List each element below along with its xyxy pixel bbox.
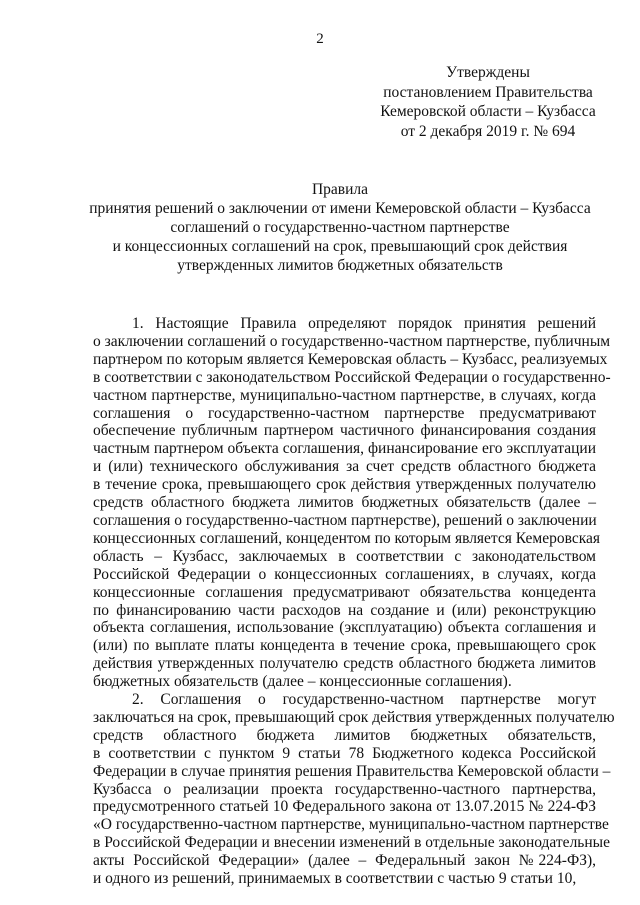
body-line: по финансированию части расходов на создание и (или) реконструкцию bbox=[93, 601, 596, 619]
title-line: утвержденных лимитов бюджетных обязательств bbox=[177, 257, 503, 274]
approval-stamp bbox=[370, 63, 606, 141]
body-line: партнером по которым является Кемеровская область – Кузбасс, реализуемых bbox=[93, 350, 608, 368]
body-line: средств областного бюджета лимитов бюджетных обязательств (далее – bbox=[93, 494, 596, 512]
body-line: бюджетных обязательств (далее – концессионные соглашения). bbox=[93, 673, 512, 691]
body-line: и (или) технического обслуживания за счет средств областного бюджета bbox=[93, 458, 596, 476]
body-line: (или) по выплате платы концедента в течение срока, превышающего срок bbox=[93, 637, 596, 655]
body-line: «О государственно-частном партнерстве, муниципально-частном партнерстве bbox=[93, 816, 609, 834]
body-line: Кузбасса о реализации проекта государственно-частного партнерства, bbox=[93, 780, 596, 798]
body-line: область – Кузбасс, заключаемых в соответствии с законодательством bbox=[93, 547, 596, 565]
document-title bbox=[70, 180, 610, 275]
title-line: Правила bbox=[311, 181, 369, 198]
body-line: заключаться на срок, превышающий срок действия утвержденных получателю bbox=[93, 708, 615, 726]
body-line: предусмотренного статьей 10 Федерального закона от 13.07.2015 № 224-ФЗ bbox=[93, 798, 596, 816]
body-text bbox=[93, 315, 615, 888]
body-line: о заключении соглашений о государственно-частном партнерстве, публичным bbox=[93, 332, 611, 350]
title-line: соглашений о государственно-частном партнерстве bbox=[170, 219, 510, 236]
approval-line: постановлением Правительства bbox=[383, 83, 593, 101]
body-line: Федерации в случае принятия решения Правительства Кемеровской области – bbox=[93, 762, 611, 780]
body-line: соглашения о государственно-частном партнерстве), решений о заключении bbox=[93, 511, 597, 529]
body-line: в течение срока, превышающего срок действия утвержденных получателю bbox=[93, 476, 596, 494]
body-line: частным партнером объекта соглашения, финансирование его эксплуатации bbox=[93, 440, 596, 458]
body-line: частном партнерстве, муниципально-частном партнерстве, в случаях, когда bbox=[93, 386, 596, 404]
body-line: в соответствии с законодательством Российской Федерации о государственно- bbox=[93, 368, 611, 386]
body-line: Российской Федерации о концессионных соглашениях, в случаях, когда bbox=[93, 565, 596, 583]
body-line: объекта соглашения, использование (эксплуатацию) объекта соглашения и bbox=[93, 619, 596, 637]
body-line: концессионные соглашения предусматривают обязательства концедента bbox=[93, 583, 596, 601]
body-line: соглашения о государственно-частном партнерстве предусматривают bbox=[93, 404, 596, 422]
body-line: в Российской Федерации и внесении изменений в отдельные законодательные bbox=[93, 834, 610, 852]
body-line: средств областного бюджета лимитов бюджетных обязательств, bbox=[93, 726, 596, 744]
approval-line: Утверждены bbox=[446, 64, 530, 81]
body-line: акты Российской Федерации» (далее – Федеральный закон №224-ФЗ), bbox=[93, 852, 596, 870]
body-line: 2. Соглашения о государственно-частном партнерстве могут bbox=[132, 691, 596, 709]
title-line: и концессионных соглашений на срок, превышающий срок действия bbox=[112, 238, 568, 255]
title-line: принятия решений о заключении от имени Кемеровской области – Кузбасса bbox=[89, 200, 591, 217]
approval-line: Кемеровской области – Кузбасса bbox=[380, 103, 596, 120]
body-line: обеспечение публичным партнером частичного финансирования создания bbox=[93, 422, 596, 440]
body-line: 1. Настоящие Правила определяют порядок принятия решений bbox=[132, 315, 596, 332]
body-line: и одного из решений, принимаемых в соответствии с частью 9 статьи 10, bbox=[93, 870, 577, 888]
page-number: 2 bbox=[316, 31, 324, 47]
body-line: концессионных соглашений, концедентом по которым является Кемеровская bbox=[93, 529, 601, 547]
body-line: в соответствии с пунктом 9 статьи 78 Бюджетного кодекса Российской bbox=[93, 744, 596, 762]
body-line: действия утвержденных получателю средств областного бюджета лимитов bbox=[93, 655, 596, 673]
approval-line: от 2 декабря 2019 г. № 694 bbox=[400, 122, 576, 140]
